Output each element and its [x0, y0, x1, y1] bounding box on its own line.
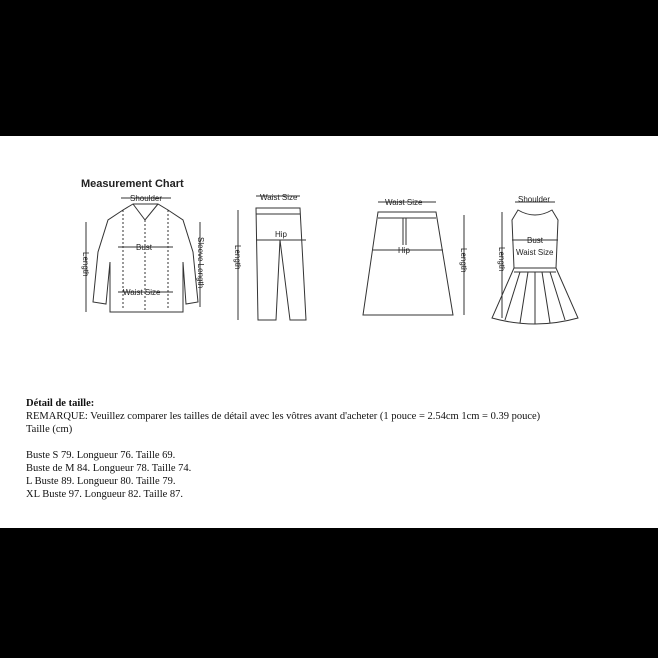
size-details	[26, 397, 540, 501]
pants-diagram	[228, 190, 308, 325]
shoulder-label: Shoulder	[518, 195, 551, 204]
shirt-diagram	[78, 192, 213, 322]
bust-label: Bust	[527, 236, 544, 245]
size-row-l: L Buste 89. Longueur 80. Taille 79.	[26, 476, 176, 487]
bust-label: Bust	[136, 243, 153, 252]
chart-title: Measurement Chart	[81, 178, 184, 190]
size-row-xl: XL Buste 97. Longueur 82. Taille 87.	[26, 489, 184, 500]
shoulder-label: Shoulder	[130, 194, 163, 203]
waist-label: Waist Size	[385, 198, 423, 207]
sleeve-length-label: Sleeve Length	[196, 237, 205, 289]
size-row-m: Buste de M 84. Longueur 78. Taille 74.	[26, 463, 192, 474]
length-label: Length	[81, 252, 90, 277]
details-unit: Taille (cm)	[26, 424, 73, 435]
waist-label: Waist Size	[260, 193, 298, 202]
details-heading: Détail de taille:	[26, 398, 95, 409]
waist-label: Waist Size	[123, 288, 161, 297]
size-row-s: Buste S 79. Longueur 76. Taille 69.	[26, 450, 176, 461]
length-label: Length	[233, 245, 242, 270]
waist-label: Waist Size	[516, 248, 554, 257]
length-label: Length	[497, 247, 506, 272]
skirt-diagram	[358, 190, 473, 325]
length-label: Length	[459, 248, 468, 273]
hip-label: Hip	[275, 230, 288, 239]
hip-label: Hip	[398, 246, 411, 255]
dress-diagram	[490, 190, 580, 330]
details-note: REMARQUE: Veuillez comparer les tailles de détail avec les vôtres avant d'acheter (1 pouce = 2.54cm 1cm = 0.39 pouce)	[26, 411, 541, 422]
